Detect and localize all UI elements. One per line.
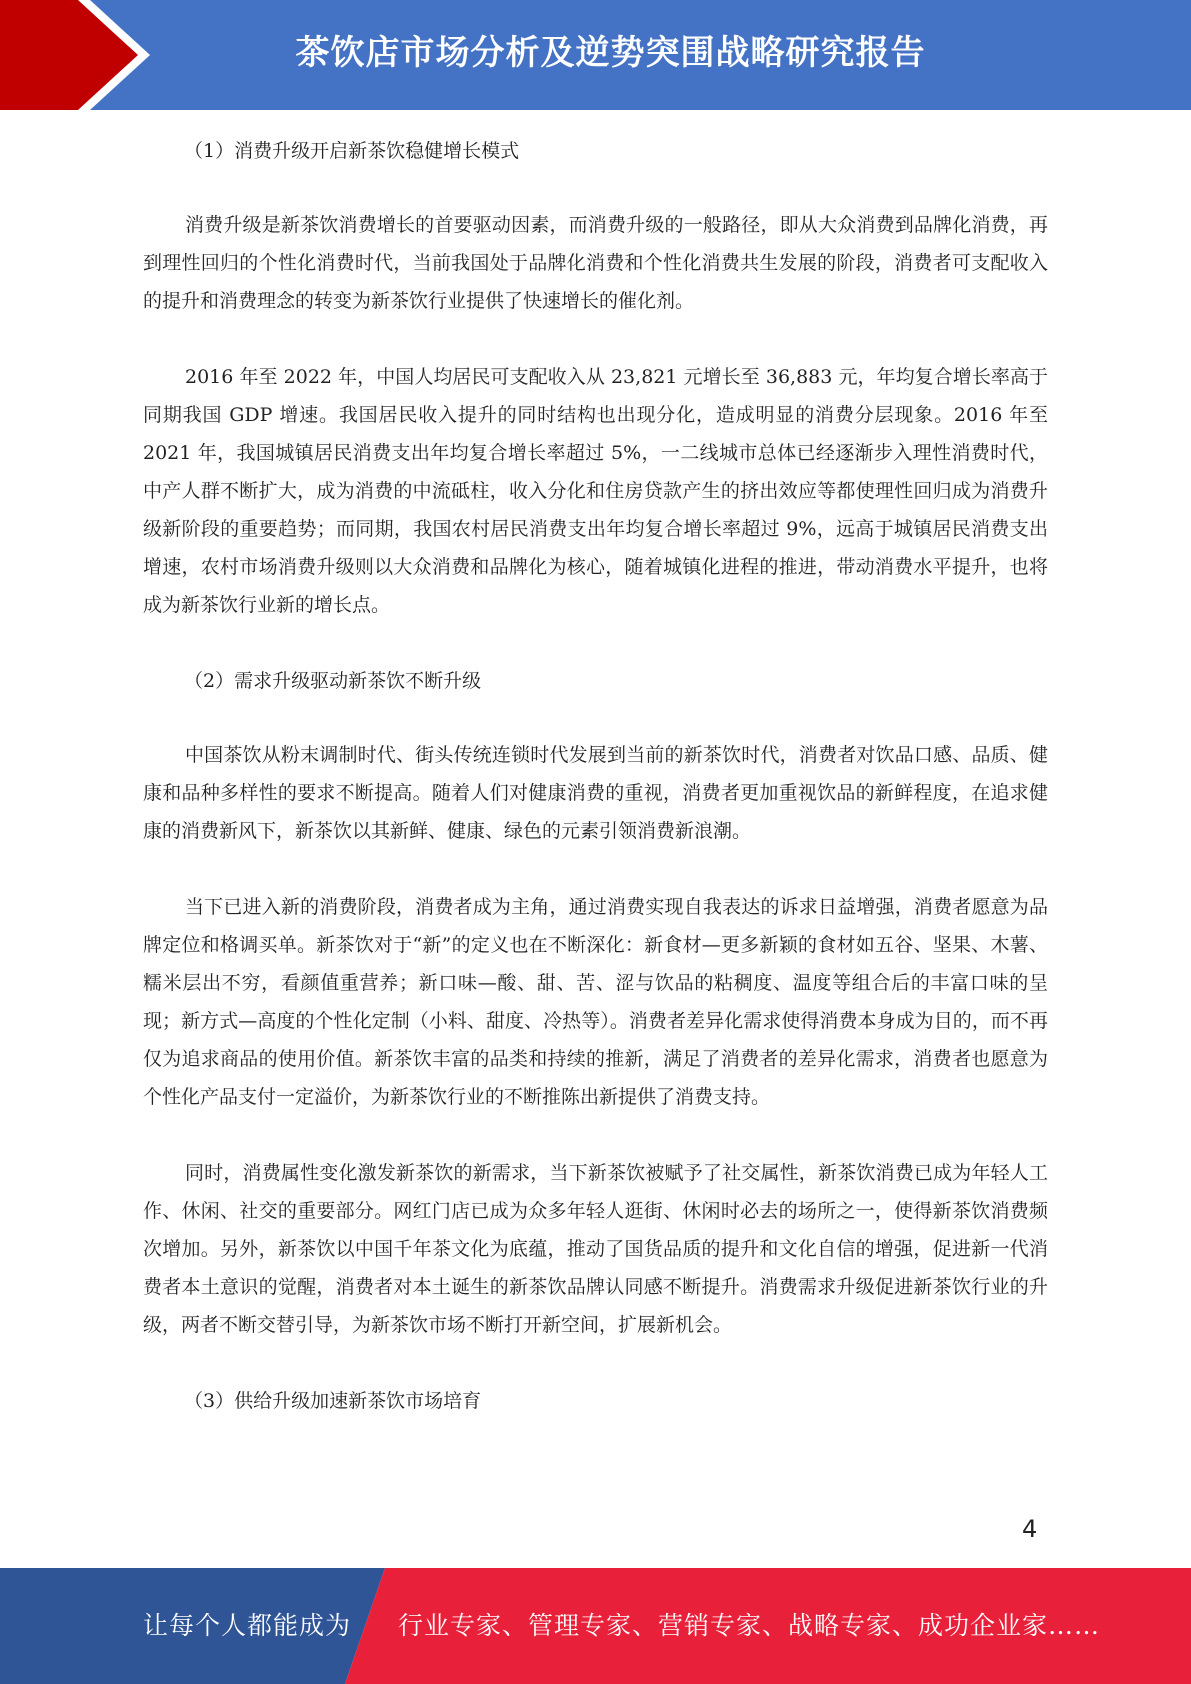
body-paragraph: 2016 年至 2022 年，中国人均居民可支配收入从 23,821 元增长至 36,883 元，年均复合增长率高于同期我国 GDP 增速。我国居民收入提升的同时结构也出现分化，造成明显的消费分层现象。2016 年至 2021 年，我国城镇居民消费支出年均复合增长率超过 5%，一二线城市总体已经逐渐步入理性消费时代，中产人群不断扩大，成为消费的中流砥柱，收入分化和住房贷款产生的挤出效应等都使理性回归成为消费升级新阶段的重要趋势；而同期，我国农村居民消费支出年均复合增长率超过 9%，远高于城镇居民消费支出增速，农村市场消费升级则以大众消费和品牌化为核心，随着城镇化进程的推进，带动消费水平提升，也将成为新茶饮行业新的增长点。: [143, 366, 1048, 616]
body-paragraph: 中国茶饮从粉末调制时代、街头传统连锁时代发展到当前的新茶饮时代，消费者对饮品口感、品质、健康和品种多样性的要求不断提高。随着人们对健康消费的重视，消费者更加重视饮品的新鲜程度，在追求健康的消费新风下，新茶饮以其新鲜、健康、绿色的元素引领消费新浪潮。: [143, 744, 1048, 842]
section-heading: （1）消费升级开启新茶饮稳健增长模式: [184, 140, 520, 162]
page-footer: [0, 1568, 1191, 1684]
body-paragraph: 同时，消费属性变化激发新茶饮的新需求，当下新茶饮被赋予了社交属性，新茶饮消费已成为年轻人工作、休闲、社交的重要部分。网红门店已成为众多年轻人逛街、休闲时必去的场所之一，使得新茶饮消费频次增加。另外，新茶饮以中国千年茶文化为底蕴，推动了国货品质的提升和文化自信的增强，促进新一代消费者本土意识的觉醒，消费者对本土诞生的新茶饮品牌认同感不断提升。消费需求升级促进新茶饮行业的升级，两者不断交替引导，为新茶饮市场不断打开新空间，扩展新机会。: [143, 1162, 1048, 1336]
section-heading: （2）需求升级驱动新茶饮不断升级: [184, 670, 482, 692]
page-header: [0, 0, 1191, 110]
footer-slogan-right: 行业专家、管理专家、营销专家、战略专家、成功企业家……: [398, 1611, 1101, 1640]
body-paragraph: 消费升级是新茶饮消费增长的首要驱动因素，而消费升级的一般路径，即从大众消费到品牌化消费，再到理性回归的个性化消费时代，当前我国处于品牌化消费和个性化消费共生发展的阶段，消费者可支配收入的提升和消费理念的转变为新茶饮行业提供了快速增长的催化剂。: [143, 214, 1048, 312]
report-title: 茶饮店市场分析及逆势突围战略研究报告: [295, 33, 926, 73]
page-number: 4: [1022, 1515, 1038, 1543]
section-heading: （3）供给升级加速新茶饮市场培育: [184, 1390, 482, 1412]
header-arrow-decoration: [0, 0, 160, 110]
document-body: [143, 132, 1048, 1456]
body-paragraph: 当下已进入新的消费阶段，消费者成为主角，通过消费实现自我表达的诉求日益增强，消费者愿意为品牌定位和格调买单。新茶饮对于“新”的定义也在不断深化：新食材—更多新颖的食材如五谷、坚果、木薯、糯米层出不穷，看颜值重营养；新口味—酸、甜、苦、涩与饮品的粘稠度、温度等组合后的丰富口味的呈现；新方式—高度的个性化定制（小料、甜度、冷热等）。消费者差异化需求使得消费本身成为目的，而不再仅为追求商品的使用价值。新茶饮丰富的品类和持续的推新，满足了消费者的差异化需求，消费者也愿意为个性化产品支付一定溢价，为新茶饮行业的不断推陈出新提供了消费支持。: [143, 896, 1048, 1108]
footer-slogan-left: 让每个人都能成为: [143, 1611, 352, 1640]
